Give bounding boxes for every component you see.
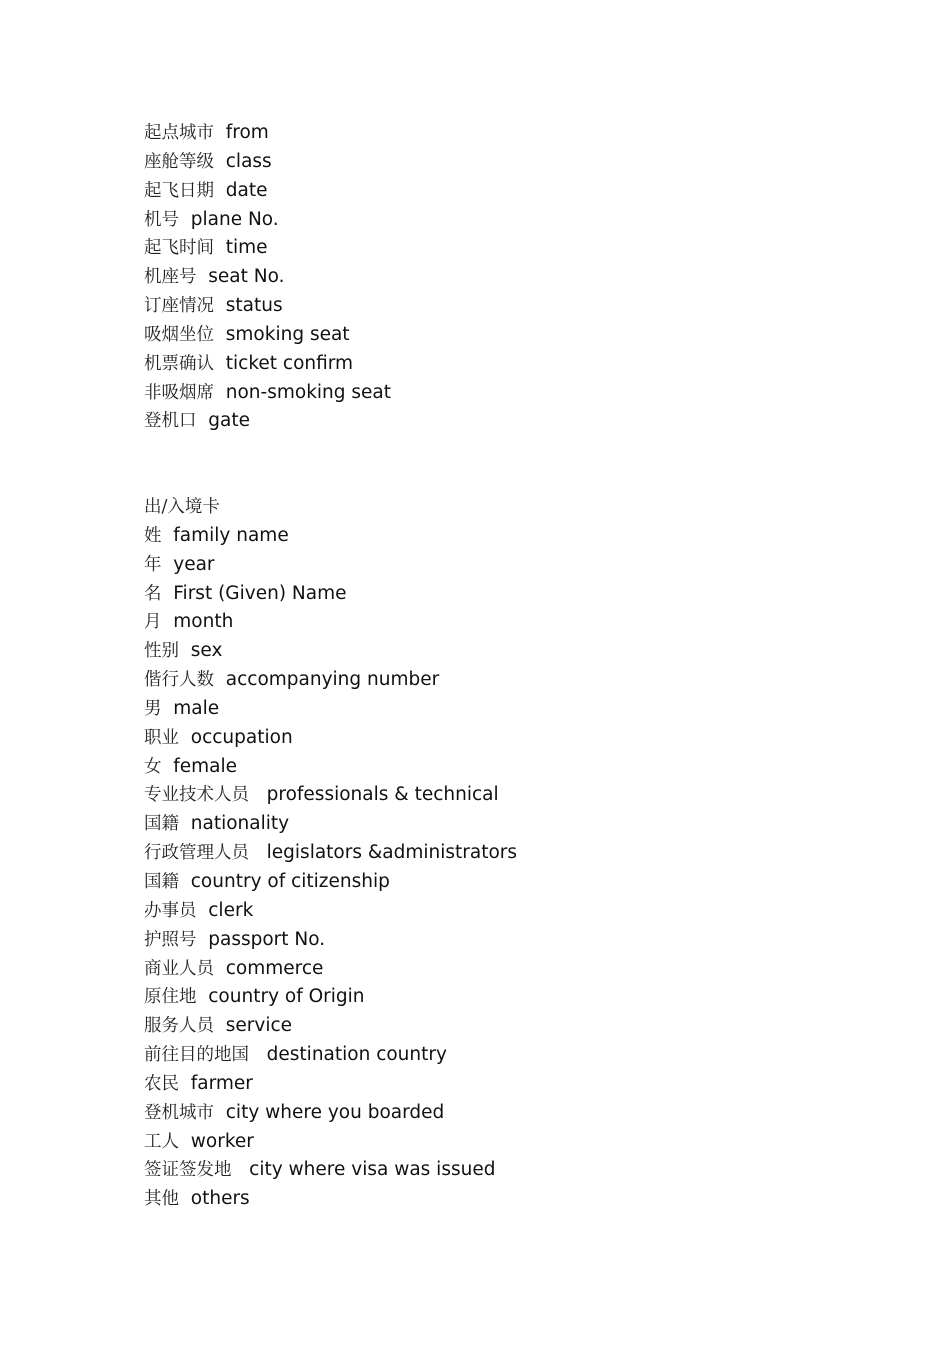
term-separator bbox=[179, 640, 191, 661]
glossary-entry bbox=[144, 724, 517, 753]
chinese-term: 吸烟坐位 bbox=[144, 324, 214, 345]
english-term: status bbox=[225, 295, 283, 317]
term-separator bbox=[214, 295, 226, 316]
chinese-term: 服务人员 bbox=[144, 1016, 214, 1037]
glossary-entry bbox=[144, 955, 517, 984]
glossary-entry bbox=[144, 551, 517, 580]
term-separator bbox=[179, 209, 191, 230]
term-separator bbox=[214, 180, 226, 201]
glossary-entry bbox=[144, 753, 517, 782]
english-term: smoking seat bbox=[225, 323, 350, 345]
chinese-term: 农民 bbox=[144, 1073, 179, 1094]
term-separator bbox=[179, 1188, 191, 1209]
chinese-term: 名 bbox=[144, 583, 162, 604]
term-separator bbox=[197, 266, 209, 287]
chinese-term: 职业 bbox=[144, 727, 179, 748]
english-term: legislators &administrators bbox=[266, 842, 518, 864]
chinese-term: 机座号 bbox=[144, 267, 197, 288]
entry-exit-card-section bbox=[144, 493, 517, 1214]
term-separator bbox=[162, 611, 174, 632]
glossary-entry bbox=[144, 321, 391, 350]
chinese-term: 性别 bbox=[144, 641, 179, 662]
english-term: worker bbox=[190, 1130, 254, 1152]
term-separator bbox=[214, 958, 226, 979]
chinese-term: 年 bbox=[144, 554, 162, 575]
term-separator bbox=[214, 382, 226, 403]
term-separator bbox=[179, 813, 191, 834]
chinese-term: 订座情况 bbox=[144, 296, 214, 317]
glossary-entry bbox=[144, 522, 517, 551]
term-separator bbox=[214, 237, 226, 258]
glossary-entry bbox=[144, 666, 517, 695]
glossary-entry bbox=[144, 983, 517, 1012]
term-separator bbox=[179, 871, 191, 892]
chinese-term: 专业技术人员 bbox=[144, 785, 249, 806]
chinese-term: 签证签发地 bbox=[144, 1160, 232, 1181]
chinese-term: 姓 bbox=[144, 525, 162, 546]
term-separator bbox=[214, 122, 226, 143]
term-separator bbox=[162, 583, 174, 604]
term-separator bbox=[214, 353, 226, 374]
english-term: male bbox=[173, 697, 220, 719]
glossary-entry bbox=[144, 1156, 517, 1185]
chinese-term: 国籍 bbox=[144, 814, 179, 835]
glossary-entry bbox=[144, 781, 517, 810]
term-separator bbox=[249, 784, 267, 805]
chinese-term: 起飞时间 bbox=[144, 238, 214, 259]
english-term: from bbox=[225, 122, 269, 143]
glossary-entry bbox=[144, 379, 391, 408]
english-term: seat No. bbox=[208, 266, 285, 288]
glossary-entry bbox=[144, 637, 517, 666]
chinese-term: 护照号 bbox=[144, 929, 197, 950]
english-term: First (Given) Name bbox=[173, 582, 347, 604]
chinese-term: 机票确认 bbox=[144, 353, 214, 374]
english-term: clerk bbox=[208, 899, 254, 921]
english-term: non-smoking seat bbox=[225, 381, 392, 403]
glossary-entry bbox=[144, 1041, 517, 1070]
glossary-entry bbox=[144, 810, 517, 839]
english-term: accompanying number bbox=[225, 669, 440, 691]
glossary-entry bbox=[144, 407, 391, 436]
term-separator bbox=[249, 842, 267, 863]
term-separator bbox=[179, 1131, 191, 1152]
glossary-entry bbox=[144, 897, 517, 926]
chinese-term: 商业人员 bbox=[144, 958, 214, 979]
glossary-entry bbox=[144, 234, 391, 263]
glossary-entry bbox=[144, 580, 517, 609]
chinese-term: 行政管理人员 bbox=[144, 843, 249, 864]
term-separator bbox=[214, 1102, 226, 1123]
glossary-entry bbox=[144, 292, 391, 321]
english-term: female bbox=[173, 755, 238, 777]
glossary-entry bbox=[144, 839, 517, 868]
term-separator bbox=[214, 1015, 226, 1036]
chinese-term: 起飞日期 bbox=[144, 180, 214, 201]
term-separator bbox=[197, 929, 209, 950]
chinese-term: 座舱等级 bbox=[144, 151, 214, 172]
glossary-entry bbox=[144, 119, 391, 148]
english-term: city where you boarded bbox=[225, 1101, 445, 1123]
chinese-term: 月 bbox=[144, 612, 162, 633]
english-term: passport No. bbox=[208, 928, 326, 950]
glossary-entry bbox=[144, 1099, 517, 1128]
glossary-entry bbox=[144, 695, 517, 724]
glossary-entry bbox=[144, 1128, 517, 1157]
english-term: destination country bbox=[266, 1044, 447, 1066]
chinese-term: 前往目的地国 bbox=[144, 1045, 249, 1066]
english-term: month bbox=[173, 611, 234, 633]
term-separator bbox=[197, 410, 209, 431]
section-heading: 出/入境卡 bbox=[144, 497, 220, 517]
chinese-term: 原住地 bbox=[144, 987, 197, 1008]
english-term: date bbox=[225, 179, 268, 201]
english-term: nationality bbox=[190, 813, 290, 835]
english-term: country of Origin bbox=[208, 986, 365, 1008]
glossary-entry bbox=[144, 263, 391, 292]
glossary-entry bbox=[144, 148, 391, 177]
english-term: others bbox=[190, 1188, 250, 1210]
english-term: year bbox=[173, 553, 215, 575]
chinese-term: 办事员 bbox=[144, 900, 197, 921]
english-term: time bbox=[225, 237, 268, 259]
chinese-term: 男 bbox=[144, 698, 162, 719]
chinese-term: 登机城市 bbox=[144, 1102, 214, 1123]
english-term: farmer bbox=[190, 1072, 253, 1094]
english-term: plane No. bbox=[190, 208, 279, 230]
english-term: service bbox=[225, 1015, 293, 1037]
english-term: gate bbox=[208, 410, 250, 432]
english-term: sex bbox=[190, 640, 223, 662]
term-separator bbox=[179, 727, 191, 748]
english-term: occupation bbox=[190, 726, 293, 748]
term-separator bbox=[162, 554, 174, 575]
glossary-entry bbox=[144, 1185, 517, 1214]
english-term: city where visa was issued bbox=[249, 1159, 496, 1181]
glossary-entry bbox=[144, 1012, 517, 1041]
chinese-term: 非吸烟席 bbox=[144, 382, 214, 403]
english-term: family name bbox=[173, 524, 289, 546]
term-separator bbox=[197, 986, 209, 1007]
glossary-entry bbox=[144, 926, 517, 955]
term-separator bbox=[232, 1159, 250, 1180]
glossary-entry bbox=[144, 1070, 517, 1099]
term-separator bbox=[179, 1073, 191, 1094]
chinese-term: 国籍 bbox=[144, 871, 179, 892]
glossary-entry bbox=[144, 350, 391, 379]
english-term: commerce bbox=[225, 957, 324, 979]
english-term: country of citizenship bbox=[190, 870, 390, 892]
chinese-term: 起点城市 bbox=[144, 123, 214, 143]
term-separator bbox=[162, 525, 174, 546]
term-separator bbox=[162, 698, 174, 719]
chinese-term: 女 bbox=[144, 756, 162, 777]
english-term: professionals & technical bbox=[266, 784, 499, 806]
chinese-term: 其他 bbox=[144, 1189, 179, 1210]
term-separator bbox=[214, 151, 226, 172]
glossary-entry bbox=[144, 177, 391, 206]
glossary-entry bbox=[144, 868, 517, 897]
english-term: ticket confirm bbox=[225, 352, 354, 374]
chinese-term: 偕行人数 bbox=[144, 670, 214, 691]
english-term: class bbox=[225, 150, 272, 172]
term-separator bbox=[162, 756, 174, 777]
chinese-term: 登机口 bbox=[144, 411, 197, 432]
term-separator bbox=[197, 900, 209, 921]
chinese-term: 工人 bbox=[144, 1131, 179, 1152]
term-separator bbox=[249, 1044, 267, 1065]
glossary-entry bbox=[144, 608, 517, 637]
term-separator bbox=[214, 324, 226, 345]
glossary-entry bbox=[144, 206, 391, 235]
chinese-term: 机号 bbox=[144, 209, 179, 230]
flight-terms-section bbox=[144, 119, 391, 436]
term-separator bbox=[214, 669, 226, 690]
